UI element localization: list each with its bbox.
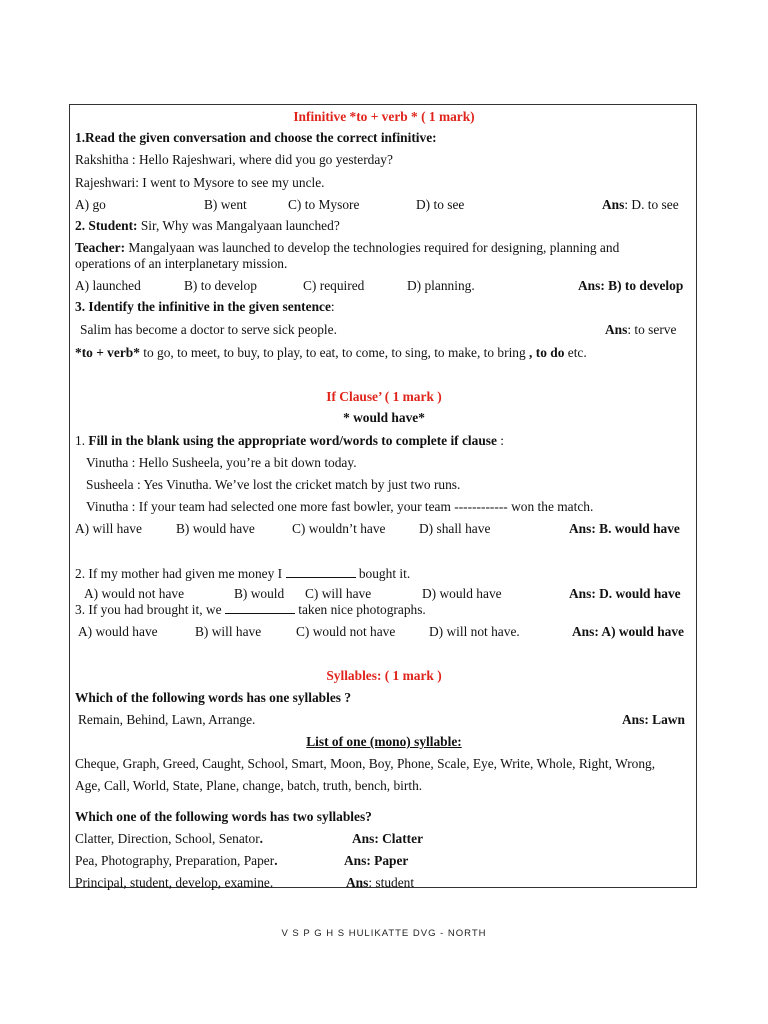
- option-b: B) to develop: [184, 278, 257, 293]
- question-1-prompt: 1. Fill in the blank using the appropriate word/words to complete if clause :: [75, 433, 505, 448]
- answer-q2: Ans: D. would have: [569, 586, 681, 601]
- option-b: B) will have: [195, 624, 262, 639]
- question-3-prompt: 3. Identify the infinitive in the given sentence:: [75, 299, 335, 314]
- option-a: A) go: [75, 197, 106, 212]
- infinitive-examples: *to + verb* to go, to meet, to buy, to play, to eat, to come, to sing, to make, to bring , to do etc.: [75, 345, 587, 360]
- option-a: A) would have: [78, 624, 158, 639]
- option-c: C) required: [303, 278, 365, 293]
- option-c: C) would not have: [296, 624, 396, 639]
- option-d: D) to see: [416, 197, 465, 212]
- option-d: D) shall have: [419, 521, 491, 536]
- answer-row-2: Ans: Paper: [344, 853, 409, 868]
- word-row-3: Principal, student, develop, examine.: [75, 875, 274, 890]
- question-1-words: Remain, Behind, Lawn, Arrange.: [78, 712, 256, 727]
- section-heading-if-clause: If Clause’ ( 1 mark ): [326, 389, 442, 404]
- question-1-prompt: 1.Read the given conversation and choose the correct infinitive:: [75, 130, 437, 145]
- question-1-prompt: Which of the following words has one syllables ?: [75, 690, 352, 705]
- option-d: D) would have: [422, 586, 502, 601]
- option-d: D) will not have.: [429, 624, 520, 639]
- word-row-1: Clatter, Direction, School, Senator.: [75, 831, 264, 846]
- question-2-prompt: Which one of the following words has two syllables?: [75, 809, 372, 824]
- option-c: C) wouldn’t have: [292, 521, 386, 536]
- option-b: B) went: [204, 197, 247, 212]
- teacher-line-2: operations of an interplanetary mission.: [75, 256, 288, 271]
- worksheet-frame: [69, 104, 697, 888]
- question-3-sentence: Salim has become a doctor to serve sick people.: [80, 322, 337, 337]
- conversation-line-1: Vinutha : Hello Susheela, you’re a bit down today.: [86, 455, 357, 470]
- page-footer: V S P G H S HULIKATTE DVG - NORTH: [281, 928, 487, 939]
- list-title: List of one (mono) syllable:: [306, 734, 462, 749]
- conversation-line-2: Susheela : Yes Vinutha. We’ve lost the cricket match by just two runs.: [86, 477, 461, 492]
- option-d: D) planning.: [407, 278, 475, 293]
- option-a: A) would not have: [84, 586, 185, 601]
- answer-q3: Ans: to serve: [605, 322, 677, 337]
- question-3-sentence: 3. If you had brought it, we taken nice photographs.: [75, 602, 426, 617]
- section-heading-syllables: Syllables: ( 1 mark ): [326, 668, 442, 683]
- conversation-line-3: Vinutha : If your team had selected one more fast bowler, your team ------------ won the match.: [86, 499, 594, 514]
- option-a: A) launched: [75, 278, 141, 293]
- answer-q1: Ans: Lawn: [622, 712, 685, 727]
- option-b: B) would have: [176, 521, 255, 536]
- teacher-line-1: Teacher: Mangalyaan was launched to develop the technologies required for designing, planning and: [75, 240, 620, 255]
- question-2-sentence: 2. If my mother had given me money I bought it.: [75, 566, 411, 581]
- option-c: C) to Mysore: [288, 197, 360, 212]
- syllable-list-line-1: Cheque, Graph, Greed, Caught, School, Smart, Moon, Boy, Phone, Scale, Eye, Write, Whole, Right, Wrong,: [75, 756, 656, 771]
- section-subheading: * would have*: [343, 410, 425, 425]
- option-a: A) will have: [75, 521, 142, 536]
- fill-blank: [286, 565, 356, 578]
- answer-q3: Ans: A) would have: [572, 624, 684, 639]
- section-heading-infinitive: Infinitive *to + verb * ( 1 mark): [293, 109, 475, 124]
- answer-row-1: Ans: Clatter: [352, 831, 424, 846]
- syllable-list-line-2: Age, Call, World, State, Plane, change, batch, truth, bench, birth.: [75, 778, 423, 793]
- option-b: B) would: [234, 586, 285, 601]
- answer-q1: Ans: B. would have: [569, 521, 680, 536]
- answer-q2: Ans: B) to develop: [578, 278, 684, 293]
- word-row-2: Pea, Photography, Preparation, Paper.: [75, 853, 278, 868]
- fill-blank: [225, 601, 295, 614]
- question-2-prompt: 2. Student: Sir, Why was Mangalyaan launched?: [75, 218, 340, 233]
- answer-q1: Ans: D. to see: [602, 197, 679, 212]
- answer-row-3: Ans: student: [346, 875, 415, 890]
- option-c: C) will have: [305, 586, 372, 601]
- conversation-line-2: Rajeshwari: I went to Mysore to see my uncle.: [75, 175, 325, 190]
- conversation-line-1: Rakshitha : Hello Rajeshwari, where did you go yesterday?: [75, 152, 393, 167]
